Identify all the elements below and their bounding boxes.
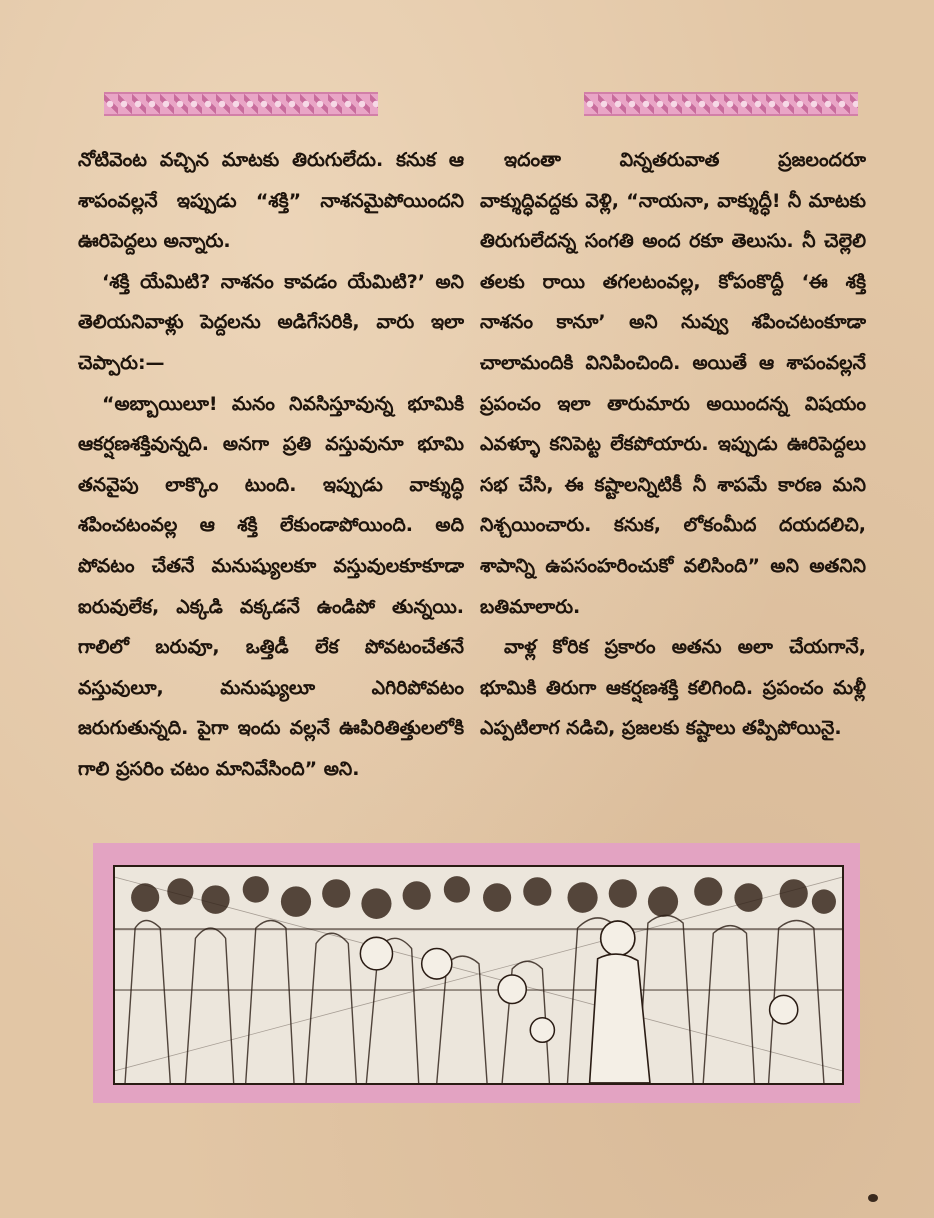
left-ornament-border — [104, 92, 378, 116]
left-paragraph-2: ‘శక్తి యేమిటి? నాశనం కావడం యేమిటి?’ అని తెలియనివాళ్లు పెద్దలను అడిగేసరికి, వారు ఇలా చెప్పారు:— — [78, 270, 464, 374]
right-paragraph-2: వాళ్ల కోరిక ప్రకారం అతను అలా చేయగానే, భూమికి తిరుగా ఆకర్షణశక్తి కలిగింది. ప్రపంచం మళ్లీ ఎప్పటిలాగ నడిచి, ప్రజలకు కష్టాలు తప్పిపోయినై. — [480, 636, 866, 740]
page-blot — [868, 1194, 878, 1202]
left-paragraph-1: నోటివెంట వచ్చిన మాటకు తిరుగులేదు. కనుక ఆ శాపంవల్లనే ఇప్పుడు “శక్తి” నాశనమైపోయిందని ఊరిపెద్దలు అన్నారు. — [78, 149, 464, 253]
right-paragraph-1: ఇదంతా విన్నతరువాత ప్రజలందరూ వాక్శుద్ధివద్దకు వెళ్లి, “నాయనా, వాక్శుద్ధీ! నీ మాటకు తిరుగులేదన్న సంగతి అంద రకూ తెలుసు. నీ చెల్లెలి తలకు రాయి తగలటంవల్ల, కోపంకొద్దీ ‘ఈ శక్తి నాశనం కానూ’ అని నువ్వు శపించటంకూడా చాలామందికి వినిపించింది. అయితే ఆ శాపంవల్లనే ప్రపంచం ఇలా తారుమారు అయిందన్న విషయం ఎవళ్ళూ కనిపెట్ట లేకపోయారు. ఇప్పుడు ఊరిపెద్దలు సభ చేసి, ఈ కష్టాలన్నిటికీ నీ శాపమే కారణ మని నిశ్చయించారు. కనుక, లోకంమీద దయదలిచి, శాపాన్ని ఉపసంహరించుకో వలిసింది” అని అతనిని బతిమాలారు. — [480, 149, 866, 618]
right-text-column — [480, 140, 866, 749]
right-ornament-border — [584, 92, 858, 116]
crowd-illustration — [113, 865, 844, 1085]
illustration-frame — [93, 843, 860, 1103]
left-text-column — [78, 140, 464, 790]
left-paragraph-3: “అబ్బాయిలూ! మనం నివసిస్తూవున్న భూమికి ఆకర్షణశక్తివున్నది. అనగా ప్రతి వస్తువునూ భూమి తనవైపు లాక్కొం టుంది. ఇప్పుడు వాక్శుద్ధి శపించటంవల్ల ఆ శక్తి లేకుండాపోయింది. అది పోవటం చేతనే మనుష్యులకూ వస్తువులకూకూడా ఐరువులేక, ఎక్కడి వక్కడనే ఉండిపో తున్నయి. గాలిలో బరువూ, ఒత్తిడీ లేక పోవటంచేతనే వస్తువులూ, మనుష్యులూ ఎగిరిపోవటం జరుగుతున్నది. పైగా ఇందు వల్లనే ఊపిరితిత్తులలోకి గాలి ప్రసరిం చటం మానివేసింది” అని. — [78, 392, 464, 780]
